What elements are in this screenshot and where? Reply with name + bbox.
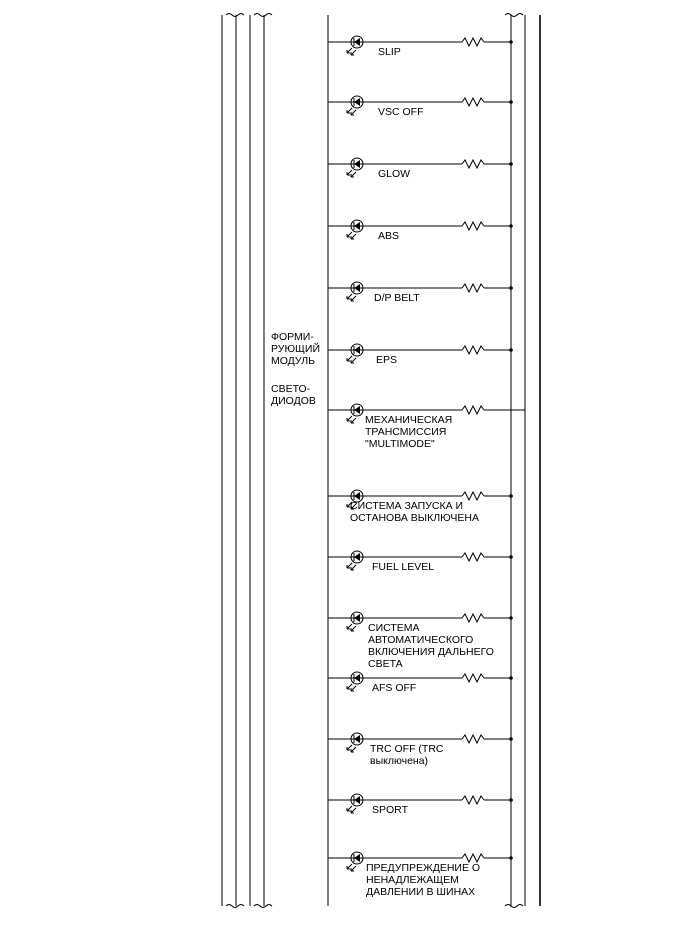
led-triangle bbox=[354, 492, 360, 500]
dp-belt-junction-dot bbox=[509, 286, 513, 290]
glow-label-line-0: GLOW bbox=[378, 168, 411, 180]
indicator-abs bbox=[328, 220, 513, 242]
led-triangle bbox=[354, 98, 360, 106]
stop-start-off-label-line-0: СИСТЕМА ЗАПУСКА И bbox=[350, 500, 464, 512]
stop-start-off-label-line-1: ОСТАНОВА ВЫКЛЮЧЕНА bbox=[350, 512, 479, 524]
led-triangle bbox=[354, 614, 360, 622]
sport-led-icon bbox=[347, 794, 363, 813]
indicator-multimode bbox=[328, 404, 525, 450]
trc-off-resistor bbox=[462, 735, 484, 743]
abs-label-line-0: ABS bbox=[378, 230, 400, 242]
diagram-frame bbox=[222, 14, 540, 908]
led-arrow-2 bbox=[351, 50, 356, 55]
led-module-label bbox=[271, 331, 320, 407]
auto-high-beam-label-line-1: АВТОМАТИЧЕСКОГО bbox=[368, 634, 474, 646]
tire-pressure-resistor bbox=[462, 854, 484, 862]
dp-belt-led-icon bbox=[347, 282, 363, 301]
fuel-level-led-icon bbox=[347, 551, 363, 570]
eps-led-icon bbox=[347, 344, 363, 363]
vsc-off-resistor bbox=[462, 98, 484, 106]
dp-belt-label-line-0: D/P BELT bbox=[374, 292, 420, 304]
led-triangle bbox=[354, 284, 360, 292]
led-triangle bbox=[354, 674, 360, 682]
auto-high-beam-resistor bbox=[462, 614, 484, 622]
auto-high-beam-label-line-0: СИСТЕМА bbox=[368, 622, 420, 634]
led-arrow-2 bbox=[351, 626, 356, 631]
sport-resistor bbox=[462, 796, 484, 804]
eps-junction-dot bbox=[509, 348, 513, 352]
abs-resistor bbox=[462, 222, 484, 230]
led-arrow-2 bbox=[351, 808, 356, 813]
indicator-glow bbox=[328, 158, 513, 180]
stop-start-off-resistor bbox=[462, 492, 484, 500]
led-arrow-2 bbox=[351, 172, 356, 177]
break-mark-bottom-left bbox=[226, 905, 272, 908]
slip-resistor bbox=[462, 38, 484, 46]
slip-led-icon bbox=[347, 36, 363, 55]
multimode-label-line-1: ТРАНСМИССИЯ bbox=[365, 426, 447, 438]
eps-resistor bbox=[462, 346, 484, 354]
auto-high-beam-junction-dot bbox=[509, 616, 513, 620]
dp-belt-resistor bbox=[462, 284, 484, 292]
module-title-line-2: МОДУЛЬ bbox=[271, 355, 316, 367]
led-arrow-2 bbox=[351, 358, 356, 363]
indicator-rows bbox=[328, 36, 525, 898]
led-arrow-2 bbox=[351, 234, 356, 239]
multimode-label-line-0: МЕХАНИЧЕСКАЯ bbox=[365, 414, 453, 426]
glow-led-icon bbox=[347, 158, 363, 177]
tire-pressure-led-icon bbox=[347, 852, 363, 871]
auto-high-beam-label-line-2: ВКЛЮЧЕНИЯ ДАЛЬНЕГО bbox=[368, 646, 494, 658]
afs-off-led-icon bbox=[347, 672, 363, 691]
led-arrow-2 bbox=[351, 866, 356, 871]
led-arrow-2 bbox=[351, 418, 356, 423]
stop-start-off-junction-dot bbox=[509, 494, 513, 498]
fuel-level-junction-dot bbox=[509, 555, 513, 559]
abs-led-icon bbox=[347, 220, 363, 239]
led-triangle bbox=[354, 346, 360, 354]
led-triangle bbox=[354, 406, 360, 414]
trc-off-label-line-1: выключена) bbox=[370, 755, 429, 767]
module-title-line-1: РУЮЩИЙ bbox=[271, 343, 320, 355]
module-subtitle-line-0: СВЕТО- bbox=[271, 383, 311, 395]
led-triangle bbox=[354, 735, 360, 743]
module-title-line-0: ФОРМИ- bbox=[271, 331, 314, 343]
afs-off-label-line-0: AFS OFF bbox=[372, 682, 417, 694]
break-mark-top-right bbox=[505, 14, 523, 17]
slip-label-line-0: SLIP bbox=[378, 46, 401, 58]
break-mark-bottom-right bbox=[505, 905, 523, 908]
fuel-level-label-line-0: FUEL LEVEL bbox=[372, 561, 435, 573]
vsc-off-led-icon bbox=[347, 96, 363, 115]
multimode-led-icon bbox=[347, 404, 363, 423]
tire-pressure-label-line-0: ПРЕДУПРЕЖДЕНИЕ О bbox=[366, 862, 481, 874]
sport-junction-dot bbox=[509, 798, 513, 802]
indicator-vsc-off bbox=[328, 96, 513, 118]
led-arrow-2 bbox=[351, 747, 356, 752]
multimode-label-line-2: "MULTIMODE" bbox=[365, 438, 435, 450]
auto-high-beam-label-line-3: СВЕТА bbox=[368, 658, 403, 670]
led-triangle bbox=[354, 38, 360, 46]
led-triangle bbox=[354, 160, 360, 168]
indicator-stop-start-off bbox=[328, 490, 513, 524]
indicator-fuel-level bbox=[328, 551, 513, 573]
module-subtitle-line-1: ДИОДОВ bbox=[271, 395, 316, 407]
indicator-afs-off bbox=[328, 672, 513, 694]
led-arrow-2 bbox=[351, 296, 356, 301]
led-arrow-2 bbox=[351, 565, 356, 570]
indicator-trc-off bbox=[328, 733, 513, 767]
afs-off-resistor bbox=[462, 674, 484, 682]
trc-off-junction-dot bbox=[509, 737, 513, 741]
glow-junction-dot bbox=[509, 162, 513, 166]
led-triangle bbox=[354, 553, 360, 561]
vsc-off-label-line-0: VSC OFF bbox=[378, 106, 424, 118]
trc-off-led-icon bbox=[347, 733, 363, 752]
break-mark-top-left bbox=[226, 14, 272, 17]
vsc-off-junction-dot bbox=[509, 100, 513, 104]
led-triangle bbox=[354, 796, 360, 804]
trc-off-label-line-0: TRC OFF (TRC bbox=[370, 743, 444, 755]
slip-junction-dot bbox=[509, 40, 513, 44]
afs-off-junction-dot bbox=[509, 676, 513, 680]
indicator-dp-belt bbox=[328, 282, 513, 304]
tire-pressure-label-line-2: ДАВЛЕНИИ В ШИНАХ bbox=[366, 886, 476, 898]
glow-resistor bbox=[462, 160, 484, 168]
eps-label-line-0: EPS bbox=[376, 354, 398, 366]
indicator-slip bbox=[328, 36, 513, 58]
led-arrow-2 bbox=[351, 686, 356, 691]
led-triangle bbox=[354, 222, 360, 230]
indicator-sport bbox=[328, 794, 513, 816]
indicator-tire-pressure bbox=[328, 852, 513, 898]
indicator-auto-high-beam bbox=[328, 612, 513, 670]
multimode-resistor bbox=[462, 406, 484, 414]
tire-pressure-junction-dot bbox=[509, 856, 513, 860]
fuel-level-resistor bbox=[462, 553, 484, 561]
sport-label-line-0: SPORT bbox=[372, 804, 408, 816]
led-arrow-2 bbox=[351, 110, 356, 115]
led-triangle bbox=[354, 854, 360, 862]
indicator-eps bbox=[328, 344, 513, 366]
tire-pressure-label-line-1: НЕНАДЛЕЖАЩЕМ bbox=[366, 874, 459, 886]
auto-high-beam-led-icon bbox=[347, 612, 363, 631]
abs-junction-dot bbox=[509, 224, 513, 228]
